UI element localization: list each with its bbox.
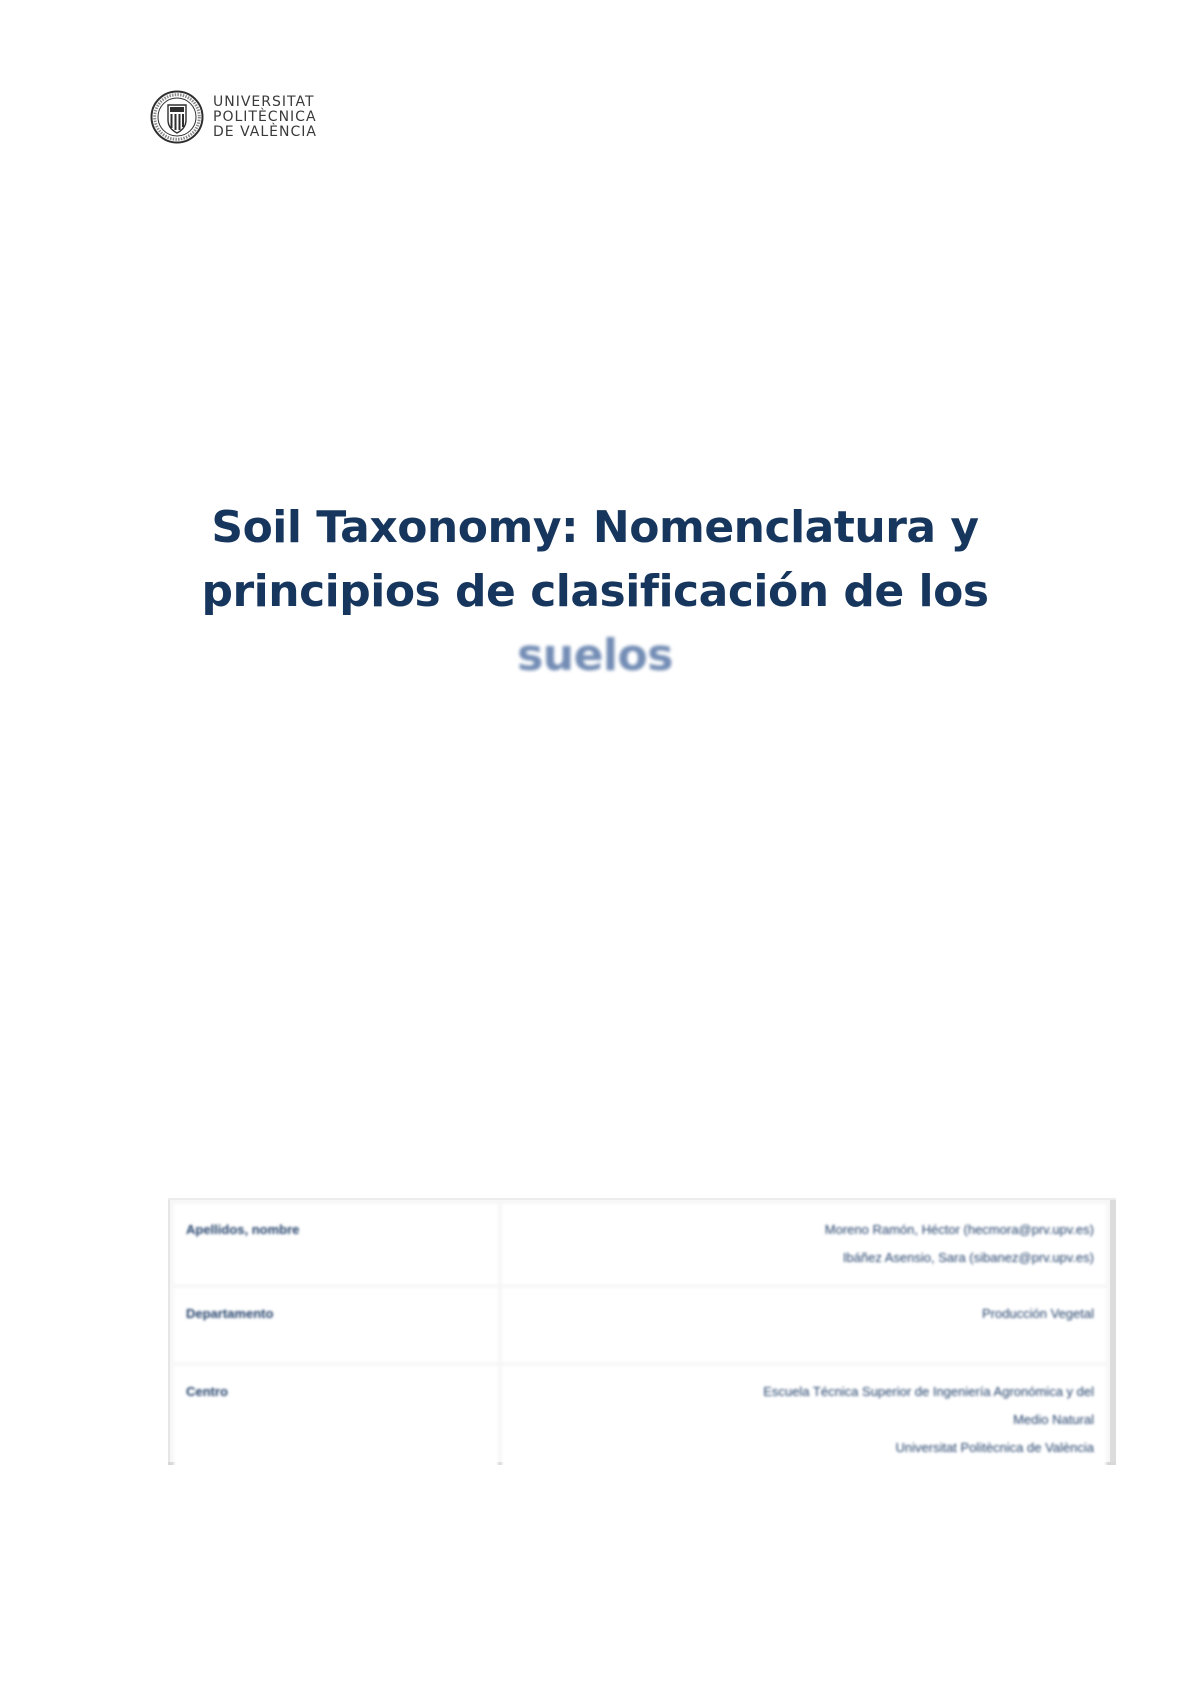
authors-label: Apellidos, nombre xyxy=(174,1204,498,1284)
info-table-container xyxy=(168,1200,1116,1462)
table-row-department xyxy=(174,1288,1106,1362)
logo-line-1: UNIVERSITAT xyxy=(213,93,315,110)
department-label: Departamento xyxy=(174,1288,498,1362)
center-value xyxy=(502,1366,1106,1474)
title-line-2: principios de clasificación de los xyxy=(201,566,989,617)
center-label: Centro xyxy=(174,1366,498,1474)
title-line-3: suelos xyxy=(517,630,673,681)
department-value xyxy=(502,1288,1106,1362)
logo-line-3: DE VALÈNCIA xyxy=(213,123,317,140)
authors-value xyxy=(502,1204,1106,1284)
title-line-1: Soil Taxonomy: Nomenclatura y xyxy=(211,502,979,553)
center-line-3: Universitat Politècnica de València xyxy=(895,1440,1094,1455)
info-table xyxy=(170,1200,1110,1478)
logo-line-2: POLITÈCNICA xyxy=(213,108,317,125)
table-row-authors xyxy=(174,1204,1106,1284)
center-line-1: Escuela Técnica Superior de Ingeniería Agronómica y del xyxy=(763,1384,1094,1399)
center-line-2: Medio Natural xyxy=(1013,1412,1094,1427)
author-1: Moreno Ramón, Héctor (hecmora@prv.upv.es) xyxy=(824,1222,1094,1237)
document-title xyxy=(0,496,1190,688)
university-logo xyxy=(150,90,317,144)
table-row-center xyxy=(174,1366,1106,1474)
university-seal-icon xyxy=(150,90,204,144)
department-name: Producción Vegetal xyxy=(981,1306,1094,1321)
author-2: Ibáñez Asensio, Sara (sibanez@prv.upv.es) xyxy=(842,1250,1094,1265)
university-name xyxy=(213,95,317,140)
